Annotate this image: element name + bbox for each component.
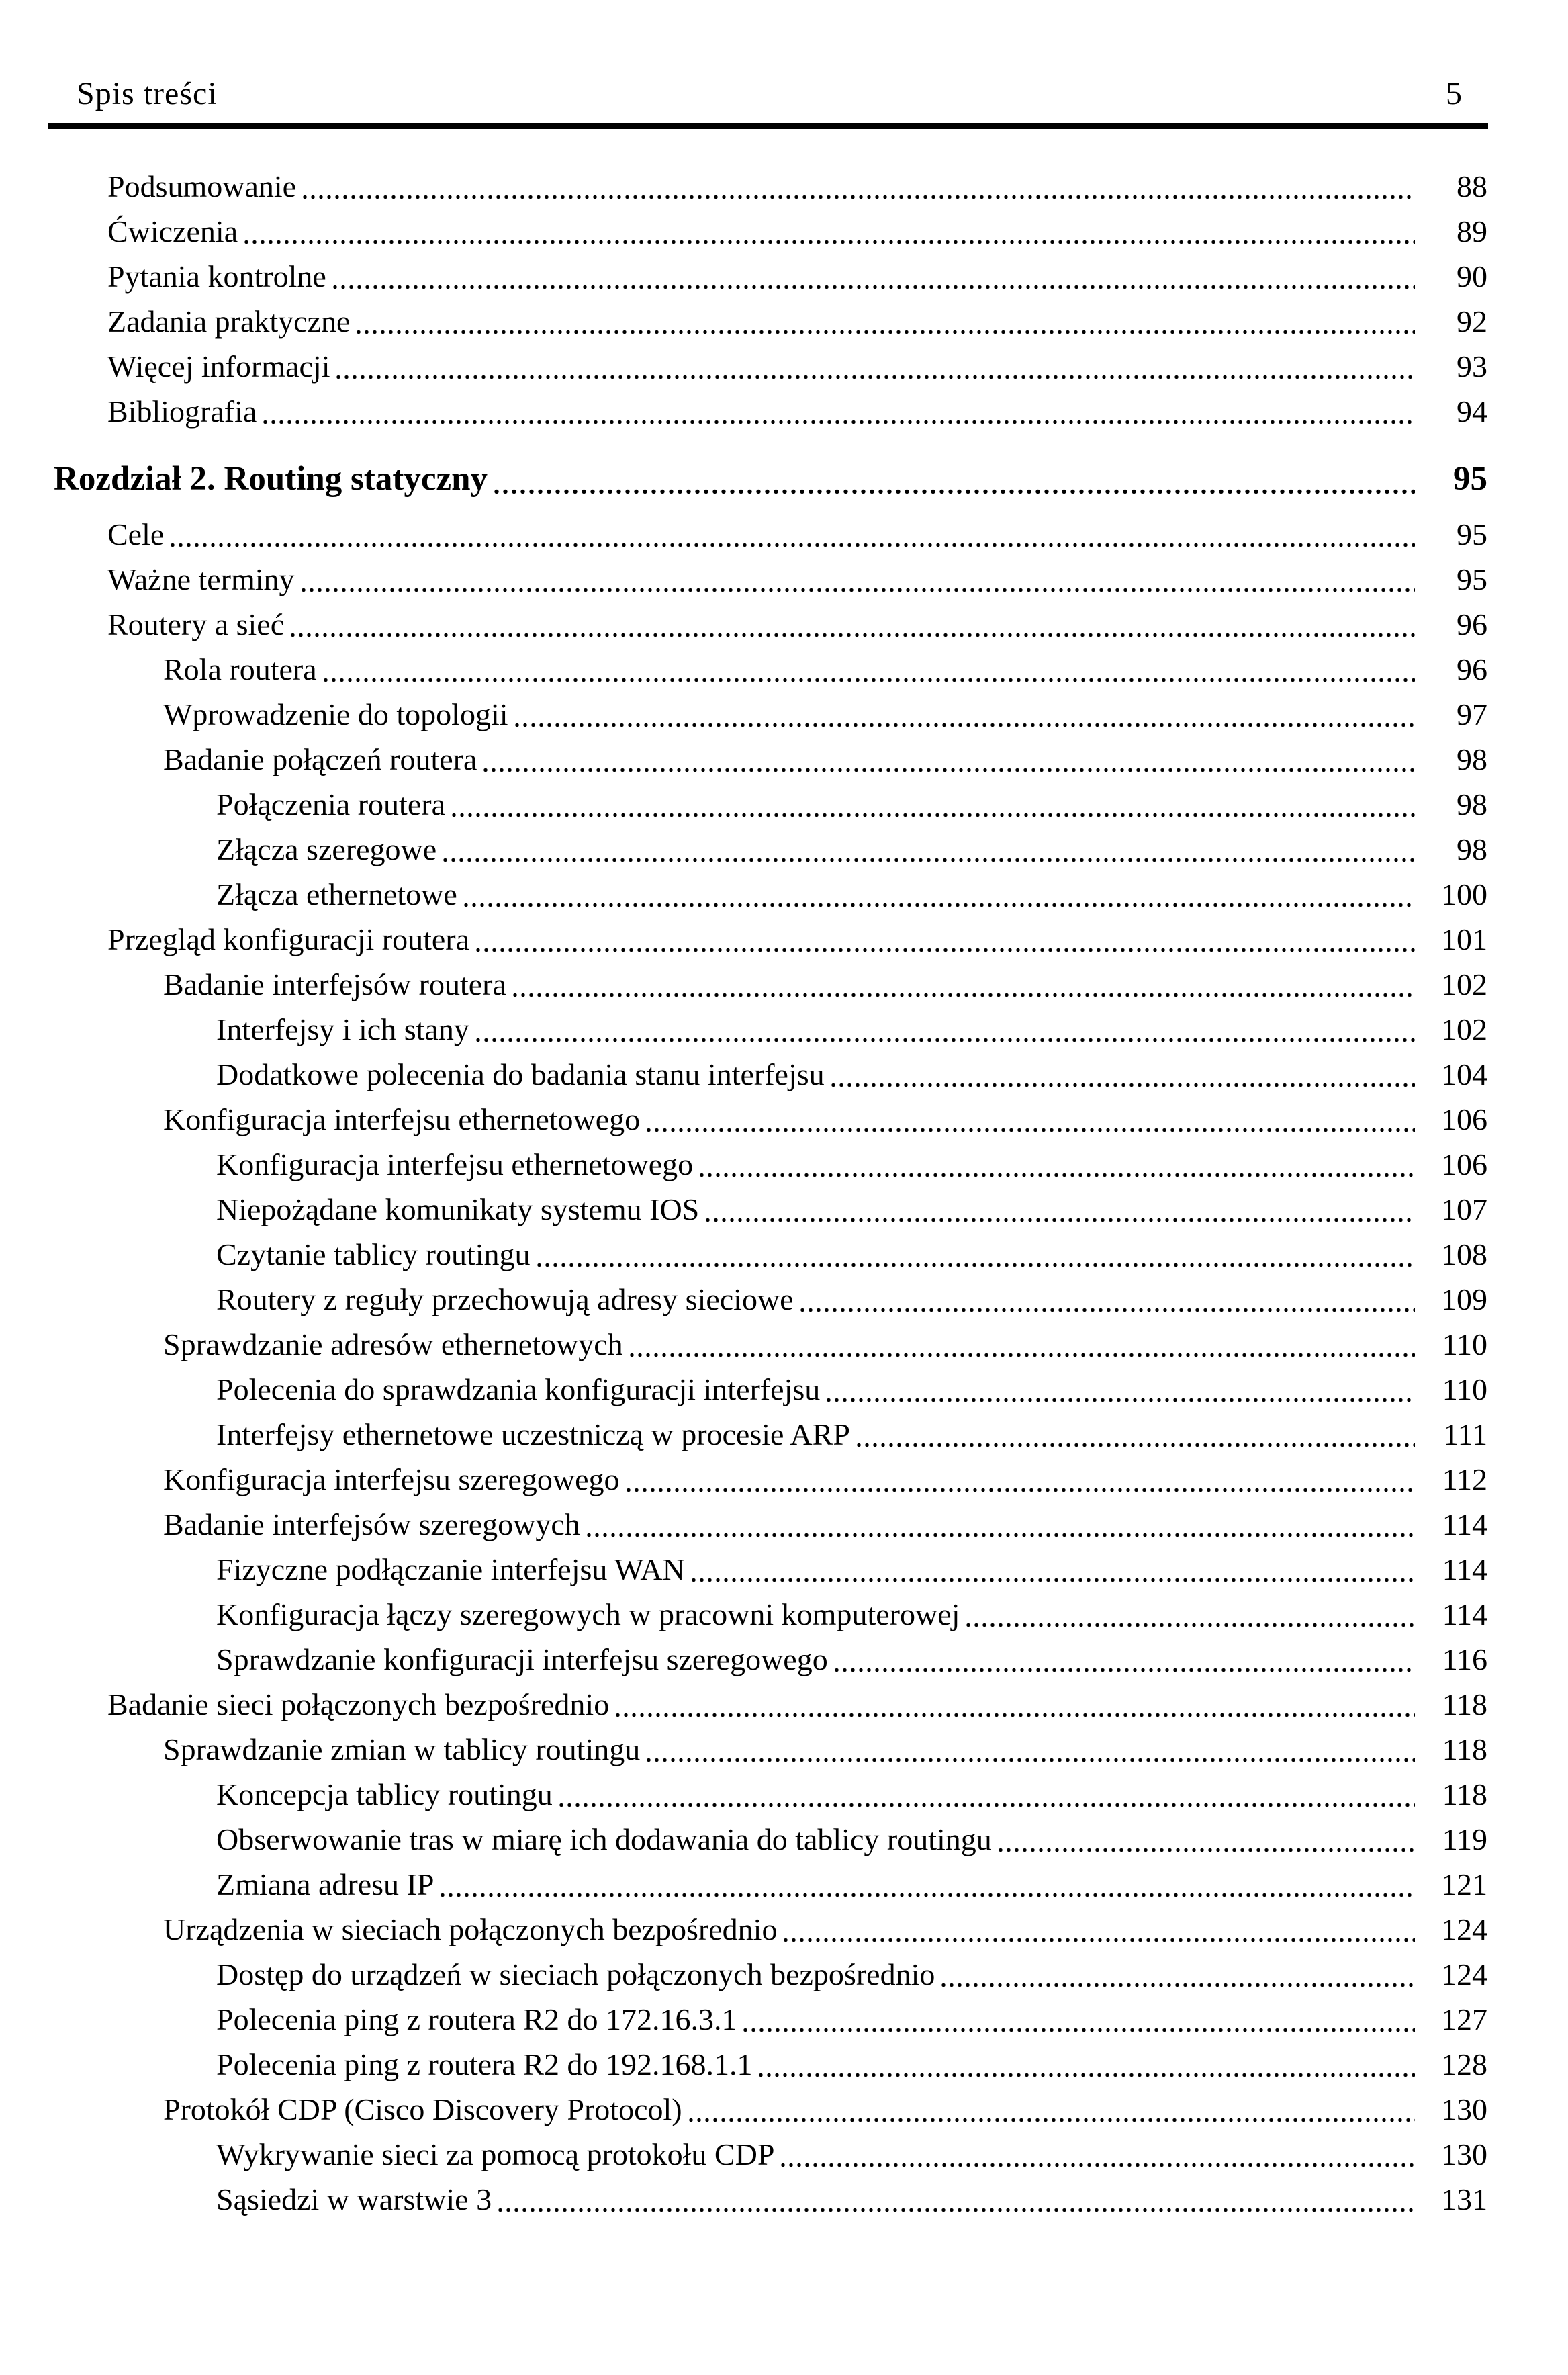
- toc-label: Badanie interfejsów szeregowych: [163, 1507, 580, 1541]
- leader-dots: [647, 1128, 1415, 1132]
- toc-row: [0, 2132, 1487, 2177]
- toc-chapter-row: [0, 453, 1487, 505]
- toc-row: [0, 1727, 1487, 1772]
- toc-row: [0, 647, 1487, 692]
- toc-page-number: 96: [1457, 652, 1487, 686]
- toc-label: Zmiana adresu IP: [216, 1867, 434, 1901]
- toc-label: Czytanie tablicy routingu: [216, 1237, 531, 1271]
- toc-label: Sprawdzanie adresów ethernetowych: [163, 1327, 623, 1361]
- toc-page-number: 109: [1441, 1282, 1487, 1316]
- toc-label: Cele: [107, 517, 165, 551]
- toc-page-number: 114: [1442, 1507, 1487, 1541]
- toc-row: [0, 1412, 1487, 1457]
- toc-row: [0, 389, 1487, 434]
- toc-label: Dostęp do urządzeń w sieciach połączonych bezpośrednio: [216, 1957, 935, 1991]
- leader-dots: [333, 285, 1415, 289]
- toc-row: [0, 254, 1487, 299]
- leader-dots: [692, 1578, 1415, 1582]
- toc-page-number: 112: [1442, 1462, 1487, 1496]
- toc-label: Fizyczne podłączanie interfejsu WAN: [216, 1552, 685, 1586]
- leader-dots: [941, 1983, 1415, 1987]
- toc-label: Koncepcja tablicy routingu: [216, 1777, 553, 1811]
- leader-dots: [464, 903, 1415, 907]
- toc-page-number: 110: [1442, 1327, 1487, 1361]
- toc-row: [0, 1952, 1487, 1997]
- toc-label: Przegląd konfiguracji routera: [107, 922, 469, 956]
- toc-page-number: 114: [1442, 1597, 1487, 1631]
- toc-row: [0, 2087, 1487, 2132]
- toc-label: Wprowadzenie do topologii: [163, 697, 508, 731]
- leader-dots: [627, 1488, 1416, 1492]
- toc-row: [0, 872, 1487, 917]
- toc-row: [0, 1772, 1487, 1817]
- toc-row: [0, 2177, 1487, 2222]
- toc-label: Badanie interfejsów routera: [163, 967, 506, 1001]
- toc-label: Wykrywanie sieci za pomocą protokołu CDP: [216, 2137, 775, 2171]
- toc-row: [0, 344, 1487, 389]
- toc-label: Badanie sieci połączonych bezpośrednio: [107, 1687, 610, 1721]
- toc-label: Polecenia ping z routera R2 do 172.16.3.1: [216, 2002, 737, 2036]
- toc-page-number: 102: [1441, 1012, 1487, 1046]
- leader-dots: [498, 2208, 1415, 2212]
- toc-page-number: 106: [1441, 1147, 1487, 1181]
- toc-page-number: 106: [1441, 1102, 1487, 1136]
- leader-dots: [966, 1623, 1415, 1627]
- leader-dots: [476, 1038, 1415, 1042]
- toc-row: [0, 1502, 1487, 1547]
- toc-row: [0, 1277, 1487, 1322]
- leader-dots: [759, 2073, 1415, 2077]
- toc-page-number: 97: [1457, 697, 1487, 731]
- toc-row: [0, 917, 1487, 962]
- toc-row: [0, 1322, 1487, 1367]
- toc-row: [0, 1592, 1487, 1637]
- toc-row: [0, 1547, 1487, 1592]
- toc-label: Bibliografia: [107, 394, 257, 429]
- leader-dots: [827, 1398, 1415, 1402]
- leader-dots: [476, 948, 1415, 952]
- toc-label: Połączenia routera: [216, 787, 445, 821]
- leader-dots: [515, 723, 1415, 727]
- leader-dots: [357, 330, 1415, 334]
- toc-row: [0, 692, 1487, 737]
- toc-row: [0, 1682, 1487, 1727]
- toc-row: [0, 962, 1487, 1007]
- leader-dots: [171, 543, 1415, 547]
- leader-dots: [781, 2163, 1415, 2167]
- leader-dots: [587, 1533, 1415, 1537]
- toc-row: [0, 299, 1487, 344]
- toc-page-number: 88: [1457, 169, 1487, 204]
- toc-row: [0, 1817, 1487, 1862]
- leader-dots: [291, 633, 1415, 637]
- toc-row: [0, 557, 1487, 602]
- leader-dots: [835, 1668, 1415, 1672]
- leader-dots: [452, 813, 1415, 817]
- leader-dots: [616, 1713, 1415, 1717]
- toc-row: [0, 1637, 1487, 1682]
- toc-page-number: 130: [1441, 2137, 1487, 2171]
- toc-page-number: 92: [1457, 304, 1487, 339]
- toc-page-number: 116: [1442, 1642, 1487, 1676]
- toc-row: [0, 164, 1487, 209]
- leader-dots: [743, 2028, 1415, 2032]
- toc-page-number: 124: [1441, 1912, 1487, 1946]
- toc-page-number: 104: [1441, 1057, 1487, 1091]
- toc-label: Interfejsy ethernetowe uczestniczą w procesie ARP: [216, 1417, 850, 1451]
- toc-label: Konfiguracja interfejsu ethernetowego: [163, 1102, 641, 1136]
- toc-page-number: 118: [1442, 1777, 1487, 1811]
- toc-page-number: 90: [1457, 259, 1487, 294]
- toc-label: Zadania praktyczne: [107, 304, 351, 339]
- leader-dots: [513, 993, 1415, 997]
- toc-page-number: 100: [1441, 877, 1487, 911]
- toc-label: Złącza ethernetowe: [216, 877, 457, 911]
- toc-page-number: 93: [1457, 349, 1487, 384]
- leader-dots: [857, 1443, 1415, 1447]
- toc-page-number: 107: [1441, 1192, 1487, 1226]
- toc-page-number: 102: [1441, 967, 1487, 1001]
- toc-page-number: 95: [1457, 517, 1487, 551]
- leader-dots: [537, 1263, 1415, 1267]
- toc-label: Ćwiczenia: [107, 214, 238, 249]
- toc-row: [0, 1862, 1487, 1907]
- page-header: [0, 0, 1568, 113]
- toc-page-number: 128: [1441, 2047, 1487, 2081]
- leader-dots: [647, 1758, 1415, 1762]
- leader-dots: [303, 195, 1415, 199]
- leader-dots: [302, 588, 1415, 592]
- toc-page-number: 98: [1457, 742, 1487, 776]
- toc: [0, 129, 1568, 2222]
- toc-label: Rola routera: [163, 652, 317, 686]
- toc-label: Sprawdzanie konfiguracji interfejsu szeregowego: [216, 1642, 828, 1676]
- toc-page-number: 89: [1457, 214, 1487, 249]
- toc-page-number: 131: [1441, 2182, 1487, 2216]
- toc-page-number: 108: [1441, 1237, 1487, 1271]
- toc-row: [0, 1997, 1487, 2042]
- toc-label: Podsumowanie: [107, 169, 297, 204]
- toc-row: [0, 2042, 1487, 2087]
- toc-page-number: 94: [1457, 394, 1487, 429]
- toc-page-number: 119: [1442, 1822, 1487, 1856]
- toc-label: Urządzenia w sieciach połączonych bezpośrednio: [163, 1912, 778, 1946]
- header-page-number: 5: [1446, 76, 1462, 111]
- toc-page-number: 114: [1442, 1552, 1487, 1586]
- toc-label: Konfiguracja łączy szeregowych w pracowni komputerowej: [216, 1597, 960, 1631]
- leader-dots: [559, 1803, 1415, 1807]
- toc-page-number: 118: [1442, 1732, 1487, 1766]
- toc-label: Badanie połączeń routera: [163, 742, 477, 776]
- toc-label: Sąsiedzi w warstwie 3: [216, 2182, 492, 2216]
- toc-label: Ważne terminy: [107, 562, 295, 596]
- leader-dots: [700, 1173, 1415, 1177]
- toc-label: Sprawdzanie zmian w tablicy routingu: [163, 1732, 641, 1766]
- toc-page-number: 98: [1457, 787, 1487, 821]
- header-rule: [48, 123, 1488, 129]
- leader-dots: [483, 768, 1415, 772]
- toc-row: [0, 1052, 1487, 1097]
- page-title: Spis treści: [77, 76, 218, 111]
- toc-page-number: 130: [1441, 2092, 1487, 2126]
- toc-row: [0, 512, 1487, 557]
- toc-label: Więcej informacji: [107, 349, 330, 384]
- toc-label: Rozdział 2. Routing statyczny: [54, 460, 488, 498]
- toc-page-number: 96: [1457, 607, 1487, 641]
- toc-row: [0, 1907, 1487, 1952]
- toc-label: Routery a sieć: [107, 607, 285, 641]
- toc-label: Interfejsy i ich stany: [216, 1012, 469, 1046]
- toc-label: Pytania kontrolne: [107, 259, 326, 294]
- leader-dots: [336, 375, 1415, 379]
- toc-row: [0, 1142, 1487, 1187]
- toc-row: [0, 1367, 1487, 1412]
- toc-label: Złącza szeregowe: [216, 832, 437, 866]
- toc-page-number: 101: [1441, 922, 1487, 956]
- toc-page-number: 95: [1453, 460, 1487, 498]
- leader-dots: [800, 1308, 1415, 1312]
- toc-row: [0, 1097, 1487, 1142]
- toc-row: [0, 782, 1487, 827]
- toc-page-number: 124: [1441, 1957, 1487, 1991]
- toc-label: Niepożądane komunikaty systemu IOS: [216, 1192, 700, 1226]
- toc-label: Polecenia do sprawdzania konfiguracji interfejsu: [216, 1372, 821, 1406]
- leader-dots: [784, 1938, 1415, 1942]
- leader-dots: [706, 1218, 1415, 1222]
- leader-dots: [630, 1353, 1415, 1357]
- toc-row: [0, 827, 1487, 872]
- toc-label: Obserwowanie tras w miarę ich dodawania do tablicy routingu: [216, 1822, 992, 1856]
- leader-dots: [443, 858, 1415, 862]
- toc-page-number: 118: [1442, 1687, 1487, 1721]
- toc-row: [0, 1007, 1487, 1052]
- leader-dots: [324, 678, 1415, 682]
- toc-row: [0, 737, 1487, 782]
- toc-page-number: 127: [1441, 2002, 1487, 2036]
- leader-dots: [999, 1848, 1415, 1852]
- toc-page-number: 111: [1443, 1417, 1487, 1451]
- leader-dots: [689, 2118, 1415, 2122]
- leader-dots: [494, 489, 1415, 494]
- leader-dots: [263, 420, 1415, 424]
- leader-dots: [244, 240, 1415, 244]
- toc-row: [0, 1457, 1487, 1502]
- toc-label: Polecenia ping z routera R2 do 192.168.1.1: [216, 2047, 753, 2081]
- toc-row: [0, 1187, 1487, 1232]
- toc-page-number: 95: [1457, 562, 1487, 596]
- leader-dots: [441, 1893, 1415, 1897]
- toc-row: [0, 602, 1487, 647]
- toc-label: Protokół CDP (Cisco Discovery Protocol): [163, 2092, 682, 2126]
- toc-page-number: 98: [1457, 832, 1487, 866]
- toc-label: Dodatkowe polecenia do badania stanu interfejsu: [216, 1057, 825, 1091]
- toc-label: Konfiguracja interfejsu ethernetowego: [216, 1147, 694, 1181]
- toc-row: [0, 209, 1487, 254]
- toc-page-number: 110: [1442, 1372, 1487, 1406]
- toc-label: Routery z reguły przechowują adresy sieciowe: [216, 1282, 794, 1316]
- leader-dots: [831, 1083, 1415, 1087]
- toc-page-number: 121: [1441, 1867, 1487, 1901]
- toc-label: Konfiguracja interfejsu szeregowego: [163, 1462, 620, 1496]
- toc-row: [0, 1232, 1487, 1277]
